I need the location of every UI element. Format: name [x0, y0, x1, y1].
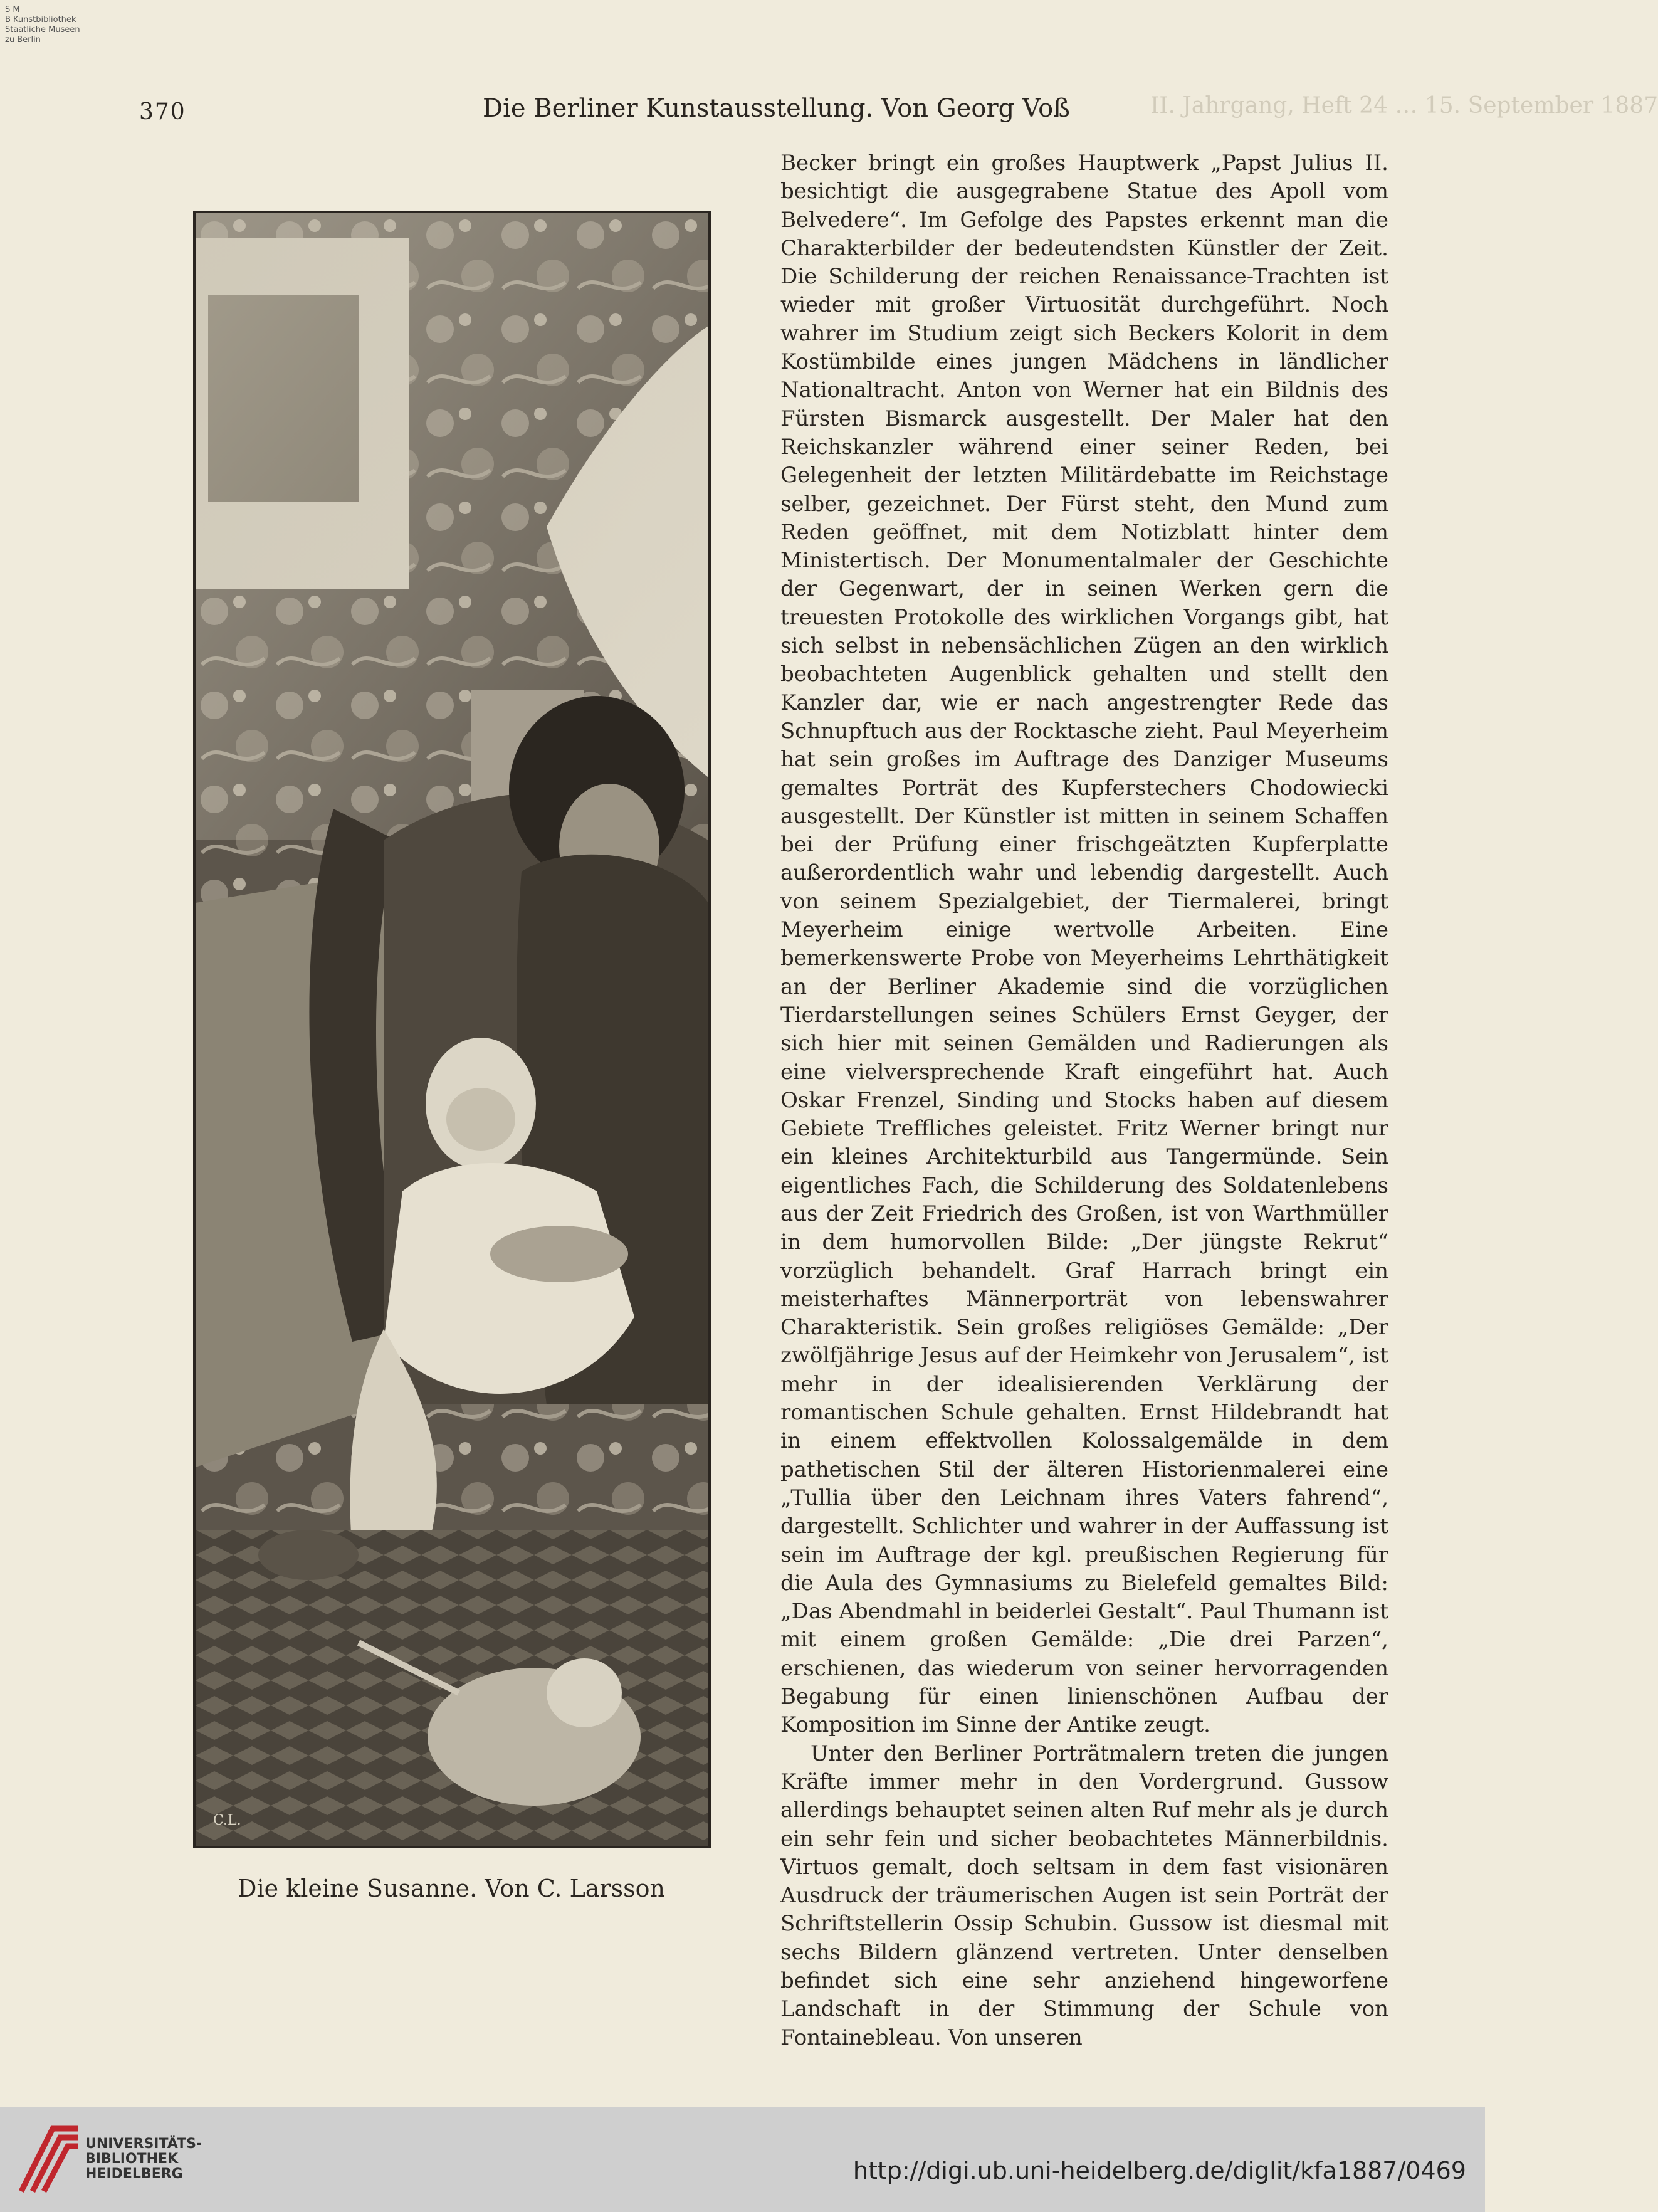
baby-face — [446, 1088, 515, 1151]
library-stamp — [5, 5, 99, 45]
chair-foot — [258, 1530, 359, 1580]
illustration-caption: Die kleine Susanne. Von C. Larsson — [238, 1875, 665, 1902]
illustration-little-susanne — [193, 211, 711, 1848]
logo-line: UNIVERSITÄTS- — [85, 2136, 202, 2152]
page-number: 370 — [139, 99, 186, 125]
university-library-logo-icon — [15, 2122, 81, 2198]
library-logo-text — [85, 2137, 202, 2182]
bleed-through-text: II. Jahrgang, Heft 24 … 15. September 1887 — [1150, 93, 1658, 118]
painting-reproduction — [196, 213, 708, 1846]
stamp-line: Staatliche Museen — [5, 25, 80, 34]
stamp-line: zu Berlin — [5, 35, 41, 45]
running-header: Die Berliner Kunstausstellung. Von Georg Voß — [483, 94, 1070, 123]
logo-line: HEIDELBERG — [85, 2166, 183, 2182]
stamp-line: B Kunstbibliothek — [5, 15, 76, 24]
baby-dress — [384, 1163, 634, 1394]
permalink-url[interactable]: http://digi.ub.uni-heidelberg.de/diglit/kfa1887/0469 — [853, 2157, 1466, 2184]
doll-head — [547, 1658, 622, 1727]
stamp-line: S M — [5, 5, 20, 14]
mother-hand — [490, 1226, 628, 1282]
article-paragraph: Unter den Berliner Porträtmalern treten die jungen Kräfte immer mehr in den Vordergrund. Gussow allerdings behauptet seinen alten Ruf mehr als je durch ein sehr fein und sicher beobachtetes Männerbildnis. Virtuos gemalt, doch seltsam in dem fast visionären Ausdruck der träumerischen Augen ist sein Porträt der Schriftstellerin Ossip Schubin. Gussow ist diesmal mit sechs Bildern glänzend vertreten. Unter denselben befindet sich eine sehr anziehend hingeworfene Landschaft in der Stimmung der Schule von Fontainebleau. Von unseren — [780, 1741, 1388, 2050]
article-paragraph: Becker bringt ein großes Hauptwerk „Papst Julius II. besichtigt die ausgegrabene Statue des Apoll vom Belvedere“. Im Gefolge des Papstes erkennt man die Charakterbilder der bedeutendsten Künstler der Zeit. Die Schilderung der reichen Renaissance-Trachten ist wieder mit großer Virtuosität durchgeführt. Noch wahrer im Studium zeigt sich Beckers Kolorit in dem Kostümbilde eines jungen Mädchens in ländlicher Nationaltracht. Anton von Werner hat ein Bildnis des Fürsten Bismarck ausgestellt. Der Maler hat den Reichskanzler während einer seiner Reden, bei Gelegenheit der letzten Militärdebatte im Reichstage selber, gezeichnet. Der Fürst steht, den Mund zum Reden geöffnet, mit dem Notizblatt hinter dem Ministertisch. Der Monumentalmaler der Geschichte der Gegenwart, der in seinen Werken gern die treuesten Protokolle des wirklichen Vorgangs gibt, hat sich selbst in nebensächlichen Zügen an den wirklich beobachteten Augenblick gehalten und stellt den Kanzler dar, wie er nach angestrengter Rede das Schnupftuch aus der Rocktasche zieht. Paul Meyerheim hat sein großes im Auftrage des Danziger Museums gemaltes Porträt des Kupferstechers Chodowiecki ausgestellt. Der Künstler ist mitten in seinem Schaffen bei der Prüfung einer frischgeätzten Kupferplatte außerordentlich wahr und lebendig dargestellt. Auch von seinem Spezialgebiet, der Tiermalerei, bringt Meyerheim einige wertvolle Arbeiten. Eine bemerkenswerte Probe von Meyerheims Lehrthätigkeit an der Berliner Akademie sind die vorzüglichen Tierdarstellungen seines Schülers Ernst Geyger, der sich hier mit seinen Gemälden und Radierungen als eine vielversprechende Kraft eingeführt hat. Auch Oskar Frenzel, Sinding und Stocks haben auf diesem Gebiete Treffliches geleistet. Fritz Werner bringt nur ein kleines Architekturbild aus Tangermünde. Sein eigentliches Fach, die Schilderung des Soldatenlebens aus der Zeit Friedrich des Großen, ist von Warthmüller in dem humorvollen Bilde: „Der jüngste Rekrut“ vorzüglich behandelt. Graf Harrach bringt ein meisterhaftes Männerporträt von lebenswahrer Charakteristik. Sein großes religiöses Gemälde: „Der zwölfjährige Jesus auf der Heimkehr von Jerusalem“, ist mehr in der idealisierenden Verklärung der romantischen Schule gehalten. Ernst Hildebrandt hat in einem effektvollen Kolossalgemälde in dem pathetischen Stil der älteren Historienmalerei eine „Tullia über den Leichnam ihres Vaters fahrend“, dargestellt. Schlichter und wahrer in der Auffassung ist sein im Auftrage der kgl. preußischen Regierung für die Aula des Gymnasiums zu Bielefeld gemaltes Bild: „Das Abendmahl in beiderlei Gestalt“. Paul Thumann ist mit einem großen Gemälde: „Die drei Parzen“, erschienen, das wiederum von seiner hervorragenden Begabung für einen linienschönen Aufbau der Komposition im Sinne der Antike zeugt. — [780, 150, 1388, 1738]
article-column — [780, 149, 1388, 2052]
logo-line: BIBLIOTHEK — [85, 2151, 179, 2167]
artist-signature: C.L. — [213, 1813, 241, 1828]
